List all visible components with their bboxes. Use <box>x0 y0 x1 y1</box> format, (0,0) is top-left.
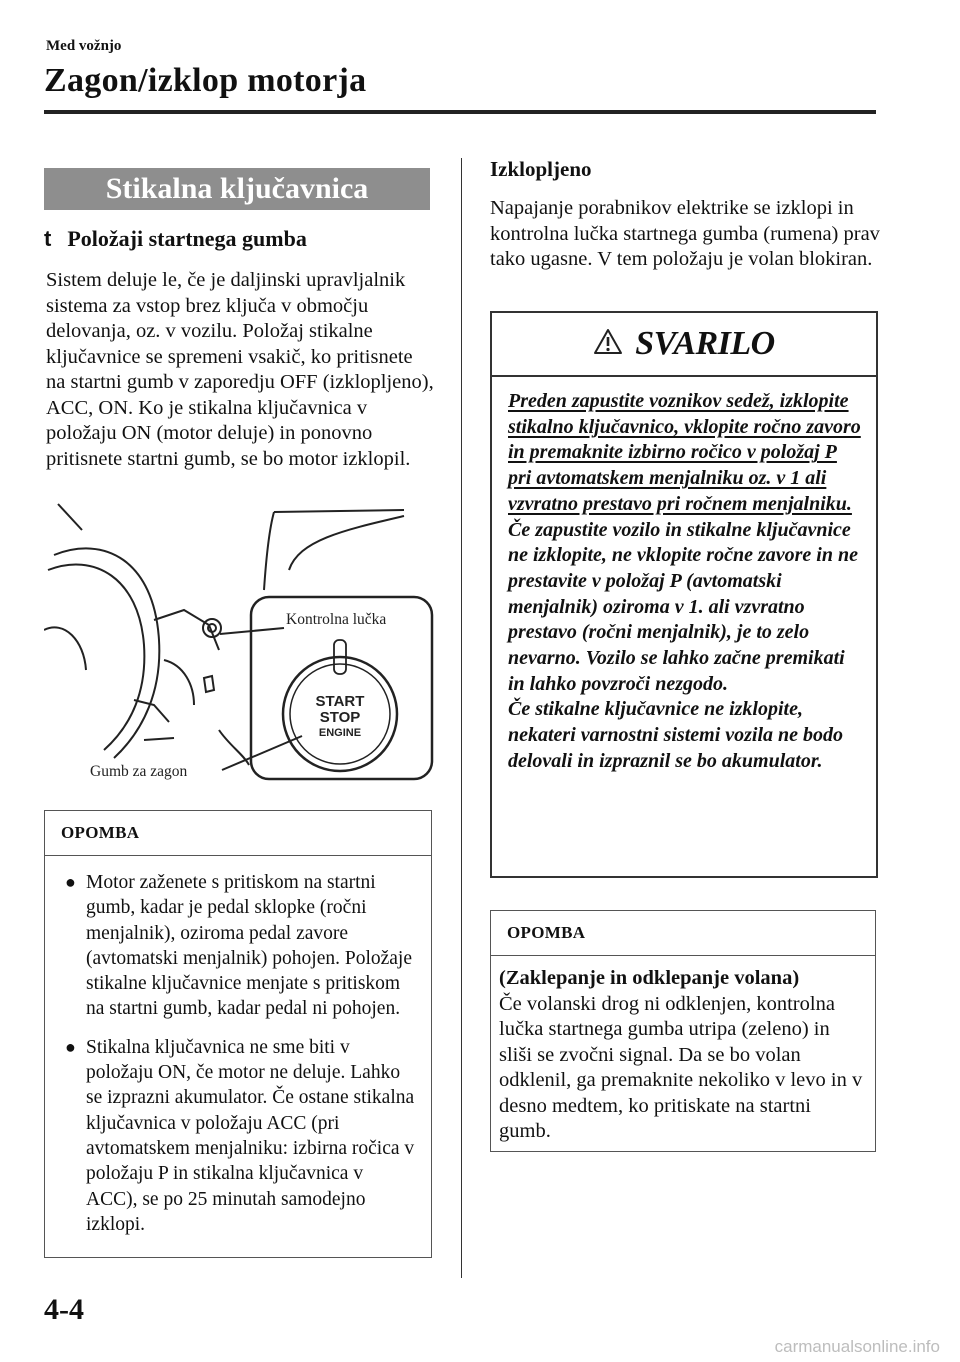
warning-triangle-icon <box>593 328 623 360</box>
button-text-engine: ENGINE <box>318 727 362 739</box>
button-text-start: START <box>315 693 365 710</box>
warning-body <box>492 377 876 775</box>
note-text: Če volanski drog ni odklenjen, kontrolna lučka startnega gumba utripa (zeleno) in sliši se zvočni signal. Da se bo volan odklenil, ga premaknite nekoliko v levo in v desno medtem, ko pritiskate na startni gumb. <box>499 992 863 1142</box>
start-button-figure <box>44 500 434 790</box>
warning-text: Če stikalne ključavnice ne izklopite, nekateri varnostni sistemi vozila ne bodo delovali in izpraznil se bo akumulator. <box>508 698 844 772</box>
indicator-label: Kontrolna lučka <box>286 611 387 628</box>
off-heading: Izklopljeno <box>490 157 592 181</box>
intro-paragraph: Sistem deluje le, če je daljinski upravljalnik sistema za vstop brez ključa v območju delovanja, oz. v vozilu. Položaj stikalne ključavnice se spremeni vsakič, ko pritisnete na startni gumb v zaporedju OFF (izklopljeno), ACC, ON. Ko je stikalna ključavnica v položaju ON (motor deluje) in ponovno pritisnete startni gumb, se bo motor izklopil. <box>46 269 434 470</box>
warning-box <box>490 311 878 878</box>
start-button-label: Gumb za zagon <box>90 763 188 780</box>
column-divider <box>461 158 462 1278</box>
note-title: OPOMBA <box>45 811 431 856</box>
off-paragraph: Napajanje porabnikov elektrike se izklopi in kontrolna lučka startnega gumba (rumena) prav tako ugasne. V tem položaju je volan blokiran. <box>490 197 880 270</box>
note-body <box>491 956 875 1145</box>
note-item: ● Motor zaženete s pritiskom na startni gumb, kadar je pedal sklopke (ročni menjalnik), oziroma pedal zavore (avtomatski menjalnik) pohojen. Položaje stikalne ključavnice menjate s pritiskom na startni gumb, kadar pedal ni pohojen. <box>65 872 413 1020</box>
bullet-icon: ● <box>65 1036 76 1057</box>
warning-title: SVARILO <box>635 325 775 362</box>
button-text-stop: STOP <box>319 709 361 726</box>
warning-text: Če zapustite vozilo in stikalne ključavnice ne izklopite, ne vklopite ročne zavore in ne prestavite v položaj P (avtomatski menjalnik) oziroma v 1. ali vzvratno prestavo (ročni menjalnik), je to zelo nevarno. Vozilo se lahko začne premikati in lahko povzroči nezgodo. <box>508 518 858 695</box>
bullet-icon: ● <box>65 872 76 892</box>
note-subtitle: (Zaklepanje in odklepanje volana) <box>499 967 800 989</box>
note-box-right <box>490 910 876 1152</box>
chapter-rule <box>44 110 876 114</box>
note-item: ● Stikalna ključavnica ne sme biti v položaju ON, če motor ne deluje. Lahko se izprazni akumulator. Če ostane stikalna ključavnica v položaju ACC (pri avtomatskem menjalniku: izbirna ročica v položaju P in stikalna ključavnica v ACC), se po 25 minutah samodejno izklopi. <box>65 1036 415 1235</box>
sub-heading-text: Položaji startnega gumba <box>67 226 307 251</box>
chapter-title: Zagon/izklop motorja <box>44 62 367 99</box>
note-title: OPOMBA <box>491 911 875 956</box>
warning-header <box>492 313 876 377</box>
breadcrumb: Med vožnjo <box>46 38 122 54</box>
sub-heading <box>44 226 307 252</box>
page-number: 4-4 <box>44 1293 84 1326</box>
sub-heading-marker: t <box>44 226 52 251</box>
warning-underlined-text: Preden zapustite voznikov sedež, izklopite stikalno ključavnico, vklopite ročno zavoro in premaknite izbirno ročico v položaj P pri avtomatskem menjalniku oz. v 1 ali vzvratno prestavo pri ročnem menjalniku. <box>508 390 861 515</box>
note-box-left <box>44 810 432 1258</box>
section-banner: Stikalna ključavnica <box>44 168 430 210</box>
watermark: carmanualsonline.info <box>774 1337 940 1356</box>
note-list <box>45 856 431 1237</box>
dashboard-illustration <box>44 500 434 790</box>
